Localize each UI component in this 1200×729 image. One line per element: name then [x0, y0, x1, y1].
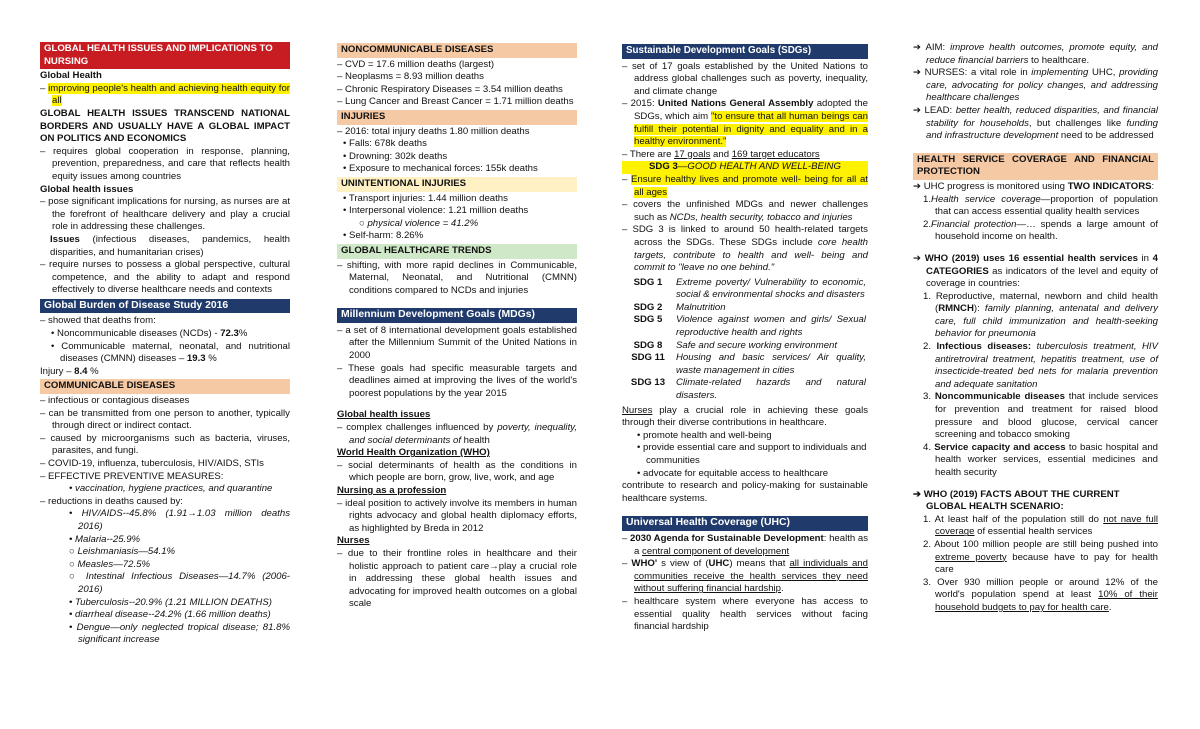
- dash-item: – 2016: total injury deaths 1.80 million deaths: [337, 125, 530, 137]
- dash-item: – ideal position to actively involve its members in human rights advocacy and global health diplomacy efforts, as highlighted by Breda in 2012: [337, 497, 577, 534]
- f1-post: of essential health services: [974, 526, 1093, 538]
- bullet-marker: •: [69, 508, 82, 520]
- arrow-item-uhc-monitor: [913, 181, 1158, 194]
- sdg-row: [622, 340, 868, 353]
- lead-italic: better health, reduced disparities, and financial stability for households: [926, 104, 1158, 129]
- section-header-uhc: Universal Health Coverage (UHC): [622, 516, 868, 531]
- issues-text: (infectious diseases, pandemics, health disparities, and humanitarian crises): [50, 233, 290, 258]
- reduction-text: Intestinal Infectious Diseases—14.7% (2006-2016): [78, 571, 290, 595]
- ind2-italic: Financial protection: [931, 218, 1017, 230]
- f2-pre: About 100 million people are still being pushed into: [934, 538, 1158, 550]
- issues-line: [40, 234, 290, 259]
- cmnn-value: 19.3: [186, 353, 206, 365]
- f2-post: because have to pay for health care: [935, 551, 1158, 576]
- section-header-sdg: Sustainable Development Goals (SDGs): [622, 44, 868, 59]
- section-header-health-service: HEALTH SERVICE COVERAGE AND FINANCIAL PROTECTION: [913, 153, 1158, 180]
- dash-item: – shifting, with more rapid declines in Communicable, Maternal, Neonatal, and Nutritional (CMNN) conditions compared to NCDs and injuries: [337, 259, 577, 296]
- arrow-item-who16: [913, 253, 1158, 291]
- lead-italic2: funding and infrastructure development: [926, 117, 1158, 142]
- dash-item-text: CVD = 17.6 million deaths (largest): [345, 58, 495, 70]
- ncd-list: [337, 59, 577, 109]
- s6-pre: SDG 3 is linked to around 50 health-related targets across the SDGs. These SDGs include: [632, 224, 868, 248]
- cat1-italic: family planning, antenatal and delivery care, full child immunization and health-seeking behavior for pneumonia: [935, 303, 1158, 340]
- fact-2: 2. About 100 million people are still being pushed into extreme poverty because have to pay for health care: [923, 538, 1158, 576]
- mon-post: :: [1151, 180, 1155, 192]
- highlighted-text: Ensure healthy lives and promote well- being for all at all ages: [631, 173, 868, 198]
- reduction-item: [40, 609, 290, 622]
- dash-item: – can be transmitted from one person to another, typically through direct or indirect contact.: [40, 407, 290, 432]
- injury-value: 8.4: [74, 365, 88, 377]
- section-header-injuries: INJURIES: [337, 110, 577, 125]
- reduction-text: Leishmaniasis—54.1%: [77, 546, 176, 558]
- u1-underline: central component of development: [642, 545, 790, 557]
- bullet-text: Drowning: 302k deaths: [349, 150, 448, 162]
- dash-item: – CVD = 17.6 million deaths (largest): [337, 58, 495, 70]
- lead-post: need to be addressed: [1058, 130, 1154, 142]
- sdg3-label: SDG 3: [649, 161, 678, 173]
- dash-item: – COVID-19, influenza, tuberculosis, HIV/AIDS, STIs: [40, 458, 264, 469]
- lead-mid: , but challenges like: [1028, 117, 1127, 129]
- injury-unit: %: [87, 365, 99, 377]
- arrow-icon: ➔: [913, 180, 922, 192]
- dash-item: – Chronic Respiratory Diseases = 3.54 million deaths: [337, 83, 563, 95]
- dash-item: – set of 17 goals established by the United Nations to address global challenges such as poverty, inequality, and climate change: [622, 60, 868, 97]
- reduction-text: Tuberculosis--20.9% (1.21 MILLION DEATHS): [75, 596, 272, 608]
- cat4-bold: Service capacity and access: [934, 441, 1066, 453]
- section-header-global-health-issues: GLOBAL HEALTH ISSUES AND IMPLICATIONS TO NURSING: [40, 42, 290, 69]
- nurses-paragraph: [622, 405, 868, 430]
- transcend-heading: GLOBAL HEALTH ISSUES TRANSCEND NATIONAL BORDERS AND USUALLY HAVE A GLOBAL IMPACT ON POLITICS AND ECONOMICS: [40, 107, 290, 145]
- arrow-icon: ➔: [913, 104, 922, 116]
- sdg-table: [622, 277, 868, 403]
- section-header-gbd: Global Burden of Disease Study 2016: [40, 299, 290, 314]
- sdg-row: [622, 302, 868, 315]
- dash-item: – due to their frontline roles in healthcare and their holistic approach to patient care→play a crucial role in addressing these global health issues and advocating for improved health outcomes on a global scale: [337, 547, 577, 610]
- reductions-list: [40, 508, 290, 647]
- column-1: [40, 42, 290, 647]
- issues-label: Issues: [50, 233, 80, 245]
- highlighted-text: improving people's health and achieving health equity for all: [48, 82, 290, 107]
- dash-item-text: caused by microorganisms such as bacteria, viruses, parasites, and fungi.: [50, 432, 290, 457]
- who16-bold2: 4 CATEGORIES: [926, 252, 1158, 277]
- cat1-post: ):: [973, 303, 985, 315]
- s3-goals: 17 goals: [674, 148, 711, 160]
- s3-targets: 169 target educators: [731, 148, 820, 160]
- s5-pre: covers the unfinished MDGs and newer challenges such as: [633, 199, 868, 223]
- nurses-pre: NURSES: a vital role in: [924, 67, 1032, 79]
- sdg-number: SDG 11: [631, 352, 665, 364]
- sdg-description: Housing and basic services/ Air quality, waste management in cities: [676, 352, 866, 376]
- bullet-ncd: • Noncommunicable diseases (NCDs) - 72.3%: [51, 328, 248, 340]
- dash-item-text: 2016: total injury deaths 1.80 million deaths: [345, 125, 530, 137]
- global-health-issues-label: Global health issues: [337, 409, 431, 421]
- u2-mid: s view of (: [657, 558, 709, 570]
- dash-item: – healthcare system where everyone has access to essential quality health services without facing financial hardship: [622, 595, 868, 633]
- sdg-number: SDG 8: [633, 339, 663, 351]
- bullet-item: • Transport injuries: 1.44 million deaths: [343, 192, 508, 204]
- cat1-pre: Reproductive, maternal, newborn and child health (: [935, 290, 1158, 315]
- dash-item-text: Neoplasms = 8.93 million deaths: [345, 71, 484, 83]
- who16-post: as indicators of the level and equity of coverage in countries:: [926, 265, 1158, 290]
- sdg-description: Extreme poverty/ Vulnerability to economic, social & environmental shocks and disasters: [676, 276, 866, 301]
- cat1-bold: RMNCH: [938, 303, 974, 315]
- dash-item: – EFFECTIVE PREVENTIVE MEASURES:: [40, 470, 224, 482]
- sdg-description: Climate-related hazards and natural disasters.: [676, 377, 866, 402]
- dash-item: – 2015: United Nations General Assembly adopted the SDGs, which aim "to ensure that all human beings can fulfill their potential in dignity and equality and in a healthy environment.": [622, 98, 868, 148]
- bullet-text: Exposure to mechanical forces: 155k deaths: [349, 163, 538, 175]
- dash-item: – Lung Cancer and Breast Cancer = 1.71 million deaths: [337, 96, 574, 108]
- lead-pre: LEAD:: [924, 104, 956, 116]
- reduction-item: [40, 559, 290, 572]
- bullet-marker: ○: [69, 558, 78, 570]
- sdg-row: [622, 314, 868, 339]
- dash-item-text: COVID-19, influenza, tuberculosis, HIV/AIDS, STIs: [48, 458, 264, 469]
- category-3: 3. Noncommunicable diseases that include services for prevention and treatment for raised blood pressure and blood glucose, cervical cancer screening and tobacco smoking: [923, 391, 1158, 441]
- dash-item: – 2030 Agenda for Sustainable Development: health as a central component of development: [622, 532, 869, 557]
- ghi-text: complex challenges influenced by: [346, 422, 498, 434]
- f2-underline: extreme poverty: [935, 551, 1007, 563]
- bullet-cmnn: • Communicable maternal, neonatal, and nutritional diseases (CMNN) diseases – 19.3 %: [51, 340, 290, 365]
- dash-item: – infectious or contagious diseases: [40, 395, 190, 407]
- bullet-item: • Drowning: 302k deaths: [343, 150, 448, 162]
- indicator-1: 1.Health service coverage—proportion of population that can access essential quality health services: [923, 193, 1158, 218]
- global-health-label: Global Health: [40, 70, 102, 82]
- sub-bullet-item: ○ physical violence = 41.2%: [359, 217, 479, 229]
- s5-italic: NCDs, health security, tobacco and injuries: [669, 211, 853, 223]
- cat4-rest: to basic hospital and health worker services, essential medicines and health security: [935, 441, 1159, 478]
- u2-mid2: ) means that: [729, 558, 790, 570]
- bullet-text: Falls: 678k deaths: [349, 138, 427, 150]
- sdg-description: Malnutrition: [676, 301, 726, 313]
- aim-italic: improve health outcomes, promote equity, and reduce financial barriers: [926, 42, 1159, 66]
- u2-end: .: [781, 583, 784, 595]
- dash-item-text: Lung Cancer and Breast Cancer = 1.71 million deaths: [345, 96, 574, 108]
- category-4: 4. Service capacity and access to basic hospital and health worker services, essential medicines and health security: [923, 441, 1159, 478]
- cat2-bold: Infectious diseases:: [936, 341, 1032, 353]
- dash-item-text: require nurses to possess a global perspective, cultural competence, and the ability to adapt and respond effectively to diverse healthcare needs and contexts: [49, 259, 290, 296]
- reduction-text: HIV/AIDS--45.8% (1.91→1.03 million deaths 2016): [78, 508, 290, 532]
- f1-pre: At least half of the population still do: [934, 513, 1104, 525]
- bullet-marker: •: [69, 533, 76, 545]
- dash-item: – a set of 8 international development goals established after the Millennium Summit of the United Nations in 2000: [337, 324, 577, 362]
- dash-item: – complex challenges influenced by poverty, inequality, and social determinants of health: [337, 422, 577, 446]
- sdg-number: SDG 1: [633, 276, 663, 288]
- bullet-text: provide essential care and support to individuals and communities: [643, 442, 867, 466]
- f1-underline: not nave full coverage: [935, 513, 1158, 538]
- dash-item-text: due to their frontline roles in healthcare and their holistic approach to patient care→play a crucial role in addressing these global health issues and advocating for improved health outcomes on a global scale: [347, 547, 577, 610]
- mon-bold: TWO INDICATORS: [1067, 180, 1152, 192]
- dash-item: – social determinants of health as the conditions in which people are born, grow, live, work, and age: [337, 459, 577, 484]
- section-header-ncd: NONCOMMUNICABLE DISEASES: [337, 43, 577, 58]
- section-header-unintentional: UNINTENTIONAL INJURIES: [337, 177, 577, 192]
- f3-underline: 10% of their household budgets to pay for health care: [935, 589, 1158, 613]
- nursing-profession-label: Nursing as a profession: [337, 485, 447, 496]
- who16-mid: in: [1137, 252, 1153, 264]
- nurses-rest: play a crucial role in achieving these goals through their diverse contributions in healthcare.: [622, 404, 868, 429]
- column-4: [913, 42, 1158, 615]
- reduction-item: [40, 622, 290, 647]
- sdg-row: [622, 352, 868, 377]
- dash-item-text: ideal position to actively involve its members in human rights advocacy and global health diplomacy efforts, as highlighted by Breda in 2012: [345, 497, 577, 534]
- arrow-icon: ➔: [913, 488, 922, 500]
- bullet-item: • Falls: 678k deaths: [343, 138, 427, 150]
- nurses-italic2: providing care, advocating for policy changes, and addressing healthcare challenges: [926, 67, 1158, 104]
- nurses-bullets: [622, 430, 868, 480]
- dash-item: – require nurses to possess a global perspective, cultural competence, and the ability to adapt and respond effectively to diverse healthcare needs and contexts: [40, 259, 290, 296]
- cat3-bold: Noncommunicable diseases: [934, 391, 1065, 403]
- reduction-item: [40, 597, 290, 610]
- reduction-item: [40, 508, 290, 533]
- sdg-number: SDG 5: [633, 314, 663, 326]
- sdg-description: Safe and secure working environment: [676, 339, 838, 351]
- facts-title: WHO (2019) FACTS ABOUT THE CURRENT GLOBAL HEALTH SCENARIO:: [923, 488, 1120, 513]
- nurses-tail: contribute to research and policy-making for sustainable healthcare systems.: [622, 480, 868, 504]
- arrow-item-lead: [913, 105, 1158, 143]
- bullet-item: • Self-harm: 8.26%: [343, 230, 424, 242]
- section-header-mdg: Millennium Development Goals (MDGs): [337, 308, 577, 323]
- dash-item-text: social determinants of health as the conditions in which people are born, grow, live, work, and age: [348, 459, 577, 484]
- sdg-number: SDG 2: [633, 301, 663, 313]
- s3-mid: and: [710, 148, 732, 160]
- arrow-icon: ➔: [913, 42, 922, 53]
- injury-text: Injury –: [40, 365, 75, 377]
- sdg3-heading: [622, 161, 868, 174]
- nurses-italic: implementing: [1031, 67, 1089, 79]
- bullet-text: promote health and well-being: [643, 429, 772, 441]
- dash-item-text: can be transmitted from one person to another, typically through direct or indirect contact.: [48, 407, 290, 432]
- reduction-item: [40, 534, 290, 547]
- dash-item: – pose significant implications for nursing, as nurses are at the forefront of healthcare delivery and play a crucial role in addressing these challenges.: [40, 196, 290, 233]
- dash-item-text: Chronic Respiratory Diseases = 3.54 million deaths: [345, 83, 563, 95]
- bullet-item: • Interpersonal violence: 1.21 million deaths: [343, 205, 529, 217]
- ncd-unit: %: [238, 328, 248, 340]
- dash-item: – requires global cooperation in response, planning, prevention, preparedness, and care that reflects health equity issues among countries: [40, 145, 290, 182]
- dash-item-text: shifting, with more rapid declines in Communicable, Maternal, Neonatal, and Nutritional (CMNN) conditions compared to NCDs and injuries: [346, 259, 577, 296]
- bullet-text: vaccination, hygiene practices, and quarantine: [75, 483, 273, 495]
- category-2: 2. Infectious diseases: tuberculosis treatment, HIV antiretroviral treatment, hepatitis treatment, use of insecticide-treated bed nets for malaria prevention and adequate sanitation: [923, 341, 1158, 390]
- aim-post: to healthcare.: [1028, 54, 1090, 66]
- arrow-icon: ➔: [913, 67, 922, 79]
- s3-pre: There are: [629, 148, 675, 160]
- dash-item: – Neoplasms = 8.93 million deaths: [337, 71, 484, 83]
- f3-pre: Over 930 million people or around 12% of the world's population spend at least: [935, 576, 1158, 601]
- sdg-number: SDG 13: [630, 377, 666, 389]
- dash-item: – SDG 3 is linked to around 50 health-related targets across the SDGs. These SDGs include core health targets, contribute to health and well- being and commit to "leave no one behind.": [622, 224, 868, 274]
- bullet-text: Self-harm: 8.26%: [349, 230, 424, 242]
- ghi-italic: poverty, inequality, and social determinants of: [349, 422, 577, 446]
- dash-item: – There are 17 goals and 169 target educators: [622, 148, 820, 160]
- u2-bold2: UHC: [708, 558, 730, 570]
- sdg3-title: —GOOD HEALTH AND WELL-BEING: [677, 161, 841, 173]
- arrow-item-facts: [913, 489, 1158, 514]
- injury-line: [40, 366, 290, 379]
- cat2-italic: tuberculosis treatment, HIV antiretroviral treatment, hepatitis treatment, use of insecticide-treated bed nets for malaria prevention and adequate sanitation: [935, 341, 1158, 390]
- mon-pre: UHC progress is monitored using: [923, 180, 1068, 192]
- bullet-marker: •: [69, 621, 77, 633]
- dash-item: – covers the unfinished MDGs and newer challenges such as NCDs, health security, tobacco and injuries: [622, 199, 868, 223]
- ncd-value: 72.3: [220, 328, 239, 340]
- ind2-rest: —… spends a large amount of household income on health.: [935, 218, 1158, 243]
- dash-item: – showed that deaths from:: [40, 315, 156, 327]
- s2-mid: adopted the SDGs, which aim: [634, 98, 868, 122]
- section-header-communicable: COMMUNICABLE DISEASES: [40, 379, 290, 394]
- nurses-word: Nurses: [622, 404, 653, 416]
- dash-item-text: These goals had specific measurable targets and deadlines aimed at improving the lives of the world's poorest populations by the year 2015: [348, 362, 578, 399]
- reduction-text: Measles—72.5%: [77, 558, 150, 570]
- dash-item-text: healthcare system where everyone has access to essential quality health services without facing financial hardship: [633, 595, 868, 633]
- sdg-row: [622, 377, 868, 402]
- ind1-italic: Health service coverage: [931, 193, 1041, 205]
- category-1: 1. Reproductive, maternal, newborn and child health (RMNCH): family planning, antenatal and delivery care, full child immunization and health-seeking behavior for pneumonia: [923, 290, 1158, 340]
- who16-bold: WHO (2019) uses 16 essential health services: [924, 252, 1138, 264]
- dash-item: – WHO' s view of (UHC) means that all individuals and communities receive the health services they need without suffering financial hardship.: [622, 558, 868, 595]
- ncd-text: Noncommunicable diseases (NCDs) -: [57, 328, 221, 340]
- s2-bold: United Nations General Assembly: [657, 98, 814, 110]
- sdg-description: Violence against women and girls/ Sexual reproductive health and rights: [676, 314, 866, 339]
- sub-bullet-text: physical violence = 41.2%: [367, 217, 479, 229]
- u1-bold: 2030 Agenda for Sustainable Development: [630, 532, 824, 544]
- reduction-text: diarrheal disease--24.2% (1.66 million deaths): [75, 609, 271, 621]
- section-header-trends: GLOBAL HEALTHCARE TRENDS: [337, 244, 577, 259]
- arrow-icon: ➔: [913, 252, 922, 264]
- nurses-label: Nurses: [337, 535, 370, 547]
- dash-item: – improving people's health and achieving health equity for all: [40, 82, 290, 107]
- s6-italic: core health targets, contribute to health and well- being and commit to "leave no one behind.": [634, 236, 868, 274]
- bullet-item: • Exposure to mechanical forces: 155k deaths: [343, 163, 538, 175]
- fact-3: 3. Over 930 million people or around 12% of the world's population spend at least 10% of their household budgets to pay for health care.: [923, 576, 1158, 613]
- u2-underline: all individuals and communities receive the health services they need without suffering financial hardship: [634, 558, 868, 595]
- column-2: [337, 42, 577, 611]
- ind1-rest: —proportion of population that can access essential quality health services: [935, 193, 1158, 218]
- cat3-rest: that include services for prevention and treatment for raised blood pressure and blood glucose, cervical cancer screening and tobacco smoking: [935, 391, 1158, 441]
- bullet-text: Interpersonal violence: 1.21 million deaths: [349, 205, 529, 217]
- dash-item-text: pose significant implications for nursing, as nurses are at the forefront of healthcare delivery and play a crucial role in addressing these challenges.: [48, 196, 290, 233]
- arrow-item-nurses: [913, 67, 1158, 105]
- s2-pre: 2015:: [630, 98, 658, 110]
- cmnn-unit: %: [205, 353, 217, 365]
- bullet-marker: ○: [69, 546, 78, 558]
- dash-item: – Ensure healthy lives and promote well- being for all at all ages: [622, 173, 868, 198]
- bullet-item: • advocate for equitable access to healthcare: [637, 467, 829, 479]
- u2-bold: WHO': [631, 558, 658, 570]
- dash-item: – reductions in deaths caused by:: [40, 495, 183, 507]
- bullet-text: Transport injuries: 1.44 million deaths: [348, 192, 508, 204]
- reduction-text: Malaria--25.9%: [75, 533, 141, 545]
- bullet-marker: •: [69, 596, 76, 608]
- column-3: [622, 42, 868, 634]
- f3-post: .: [1108, 601, 1112, 613]
- reduction-item: [40, 546, 290, 559]
- cmnn-text: Communicable maternal, neonatal, and nutritional diseases (CMNN) diseases –: [60, 340, 290, 365]
- global-health-issues-label: Global health issues: [40, 183, 134, 195]
- bullet-item: • provide essential care and support to individuals and communities: [637, 442, 867, 466]
- reduction-item: [40, 571, 290, 596]
- bullet-item: • vaccination, hygiene practices, and quarantine: [69, 483, 273, 495]
- u1-mid: : health as a: [634, 532, 869, 557]
- dash-item-text: showed that deaths from:: [48, 315, 156, 327]
- reduction-text: Dengue—only neglected tropical disease; 81.8% significant increase: [76, 621, 290, 646]
- indicator-2: 2.Financial protection—… spends a large amount of household income on health.: [923, 218, 1158, 243]
- bullet-marker: •: [69, 609, 76, 621]
- dash-item: – caused by microorganisms such as bacteria, viruses, parasites, and fungi.: [40, 432, 290, 457]
- dash-item-text: EFFECTIVE PREVENTIVE MEASURES:: [48, 470, 224, 482]
- dash-item: – These goals had specific measurable targets and deadlines aimed at improving the lives of the world's poorest populations by the year 2015: [337, 362, 578, 399]
- fact-1: 1. At least half of the population still do not nave full coverage of essential health services: [923, 513, 1158, 538]
- dash-item-text: reductions in deaths caused by:: [48, 495, 183, 507]
- dash-item-text: set of 17 goals established by the United Nations to address global challenges such as poverty, inequality, and climate change: [631, 60, 868, 97]
- bullet-marker: ○: [69, 571, 86, 583]
- bullet-text: advocate for equitable access to healthcare: [643, 467, 829, 479]
- sdg-row: [622, 277, 868, 302]
- bullet-item: • promote health and well-being: [637, 429, 772, 441]
- arrow-item-aim: [913, 42, 1158, 67]
- ghi-post: health: [461, 434, 490, 446]
- who-label: World Health Organization (WHO): [337, 447, 490, 459]
- aim-pre: AIM:: [925, 42, 951, 53]
- dash-item-text: infectious or contagious diseases: [48, 395, 190, 407]
- highlighted-text: "to ensure that all human beings can fulfill their potential in dignity and equality and in a healthy environment.": [634, 110, 868, 148]
- dash-item-text: requires global cooperation in response, planning, prevention, preparedness, and care that reflects health equity issues among countries: [52, 145, 290, 182]
- nurses-mid: UHC,: [1088, 67, 1120, 79]
- dash-item-text: a set of 8 international development goals established after the Millennium Summit of the United Nations in 2000: [345, 324, 577, 362]
- injuries-list: [337, 138, 577, 176]
